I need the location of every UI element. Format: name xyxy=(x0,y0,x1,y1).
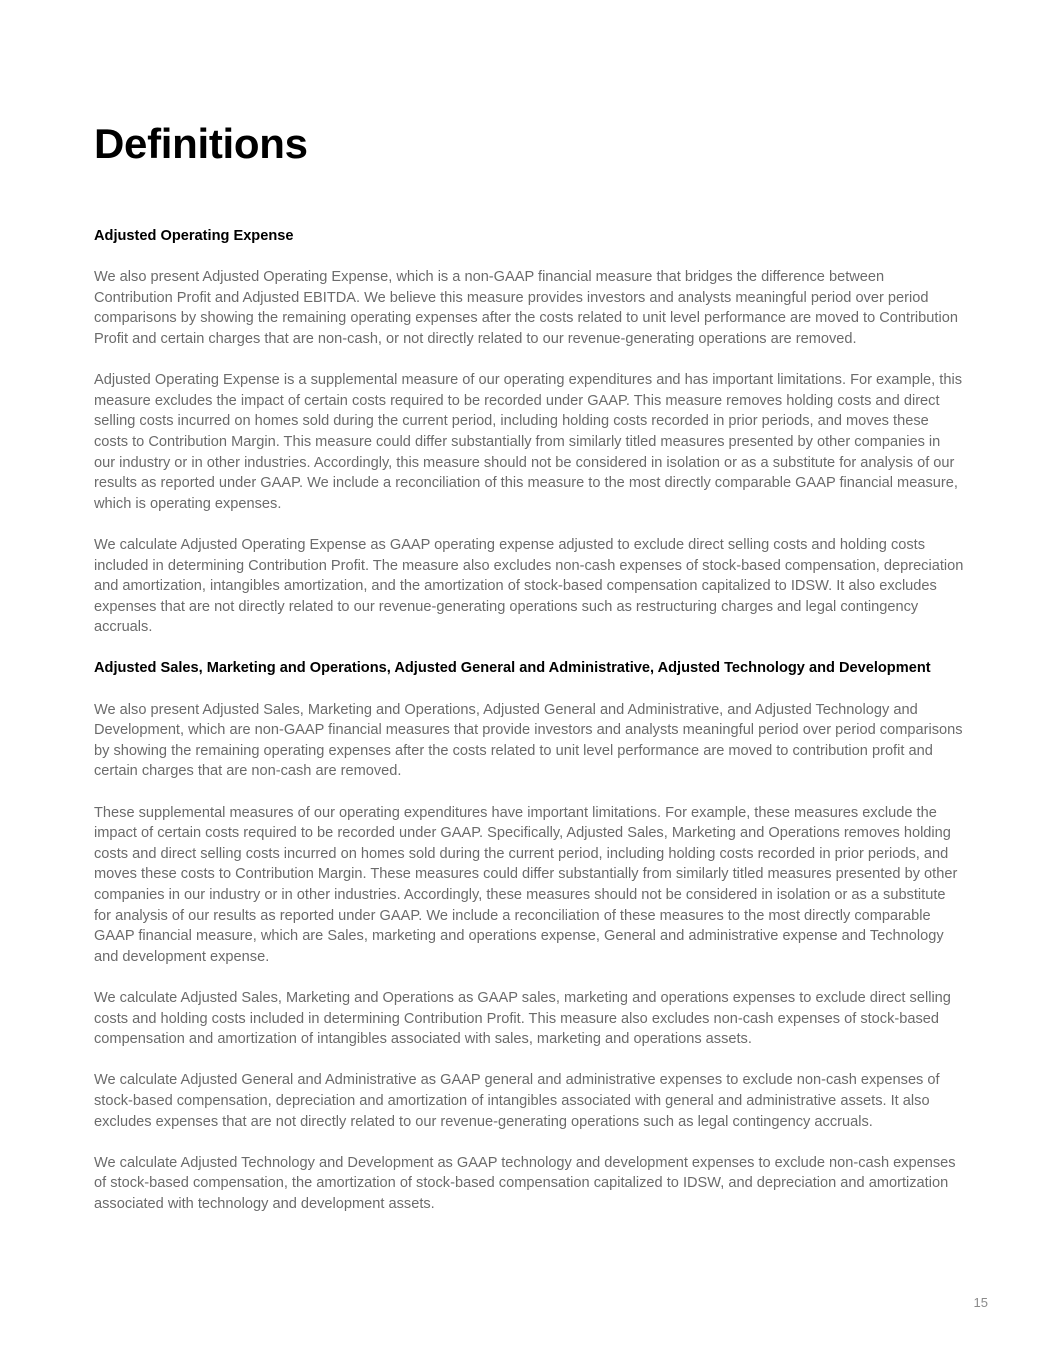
document-body xyxy=(94,226,964,1235)
paragraph: We also present Adjusted Operating Expense, which is a non-GAAP financial measure that bridges the difference between Contribution Profit and Adjusted EBITDA. We believe this measure provides investors and analysts meaningful period over period comparisons by showing the remaining operating expenses after the costs related to unit level performance are moved to Contribution Profit and certain charges that are non-cash, or not directly related to our revenue-generating operations are removed. xyxy=(94,269,958,347)
paragraph: These supplemental measures of our operating expenditures have important limitations. For example, these measures exclude the impact of certain costs required to be recorded under GAAP. Specifically, Adjusted Sales, Marketing and Operations removes holding costs and direct selling costs incurred on homes sold during the current period, including holding costs recorded in prior periods, and moves these costs to Contribution Margin. These measures could differ substantially from similarly titled measures presented by other companies in our industry or in other industries. Accordingly, these measures should not be considered in isolation or as a substitute for analysis of our results as reported under GAAP. We include a reconciliation of these measures to the most directly comparable GAAP financial measure, which are Sales, marketing and operations expense, General and administrative expense and Technology and development expense. xyxy=(94,804,958,965)
paragraph: We calculate Adjusted Sales, Marketing and Operations as GAAP sales, marketing and operations expenses to exclude direct selling costs and holding costs included in determining Contribution Profit. This measure also excludes non-cash expenses of stock-based compensation and amortization of intangibles associated with sales, marketing and operations assets. xyxy=(94,989,951,1048)
page-number: 15 xyxy=(973,1295,988,1310)
paragraph: We calculate Adjusted General and Administrative as GAAP general and administrative expenses to exclude non-cash expenses of stock-based compensation, depreciation and amortization of intangibles associated with general and administrative assets. It also excludes expenses that are not directly related to our revenue-generating operations such as legal contingency accruals. xyxy=(94,1072,940,1130)
page-title: Definitions xyxy=(94,120,308,167)
paragraph: We calculate Adjusted Operating Expense as GAAP operating expense adjusted to exclude direct selling costs and holding costs included in determining Contribution Profit. The measure also excludes non-cash expenses of stock-based compensation, depreciation and amortization, intangibles amortization, and the amortization of stock-based compensation capitalized to IDSW. It also excludes expenses that are not directly related to our revenue-generating operations such as restructuring charges and legal contingency accruals. xyxy=(94,536,964,636)
paragraph: Adjusted Operating Expense is a supplemental measure of our operating expenditures and has important limitations. For example, this measure excludes the impact of certain costs required to be recorded under GAAP. This measure removes holding costs and direct selling costs incurred on homes sold during the current period, including holding costs recorded in prior periods, and moves these costs to Contribution Margin. This measure could differ substantially from similarly titled measures presented by other companies in our industry or in other industries. Accordingly, this measure should not be considered in isolation or as a substitute for analysis of our results as reported under GAAP. We include a reconciliation of this measure to the most directly comparable GAAP financial measure, which is operating expenses. xyxy=(94,372,962,512)
section-heading-adjusted-operating-expense: Adjusted Operating Expense xyxy=(94,228,294,244)
paragraph: We calculate Adjusted Technology and Development as GAAP technology and development expenses to exclude non-cash expenses of stock-based compensation, the amortization of stock-based compensation capitalized to IDSW, and depreciation and amortization associated with technology and development assets. xyxy=(94,1154,956,1212)
paragraph: We also present Adjusted Sales, Marketing and Operations, Adjusted General and Administrative, and Adjusted Technology and Development, which are non-GAAP financial measures that provide investors and analysts meaningful period over period comparisons by showing the remaining operating expenses after the costs related to unit level performance are moved to contribution profit and certain charges that are non-cash are removed. xyxy=(94,701,963,780)
section-heading-adjusted-expense-categories: Adjusted Sales, Marketing and Operations, Adjusted General and Administrative, Adjusted Technology and Development xyxy=(94,660,931,677)
